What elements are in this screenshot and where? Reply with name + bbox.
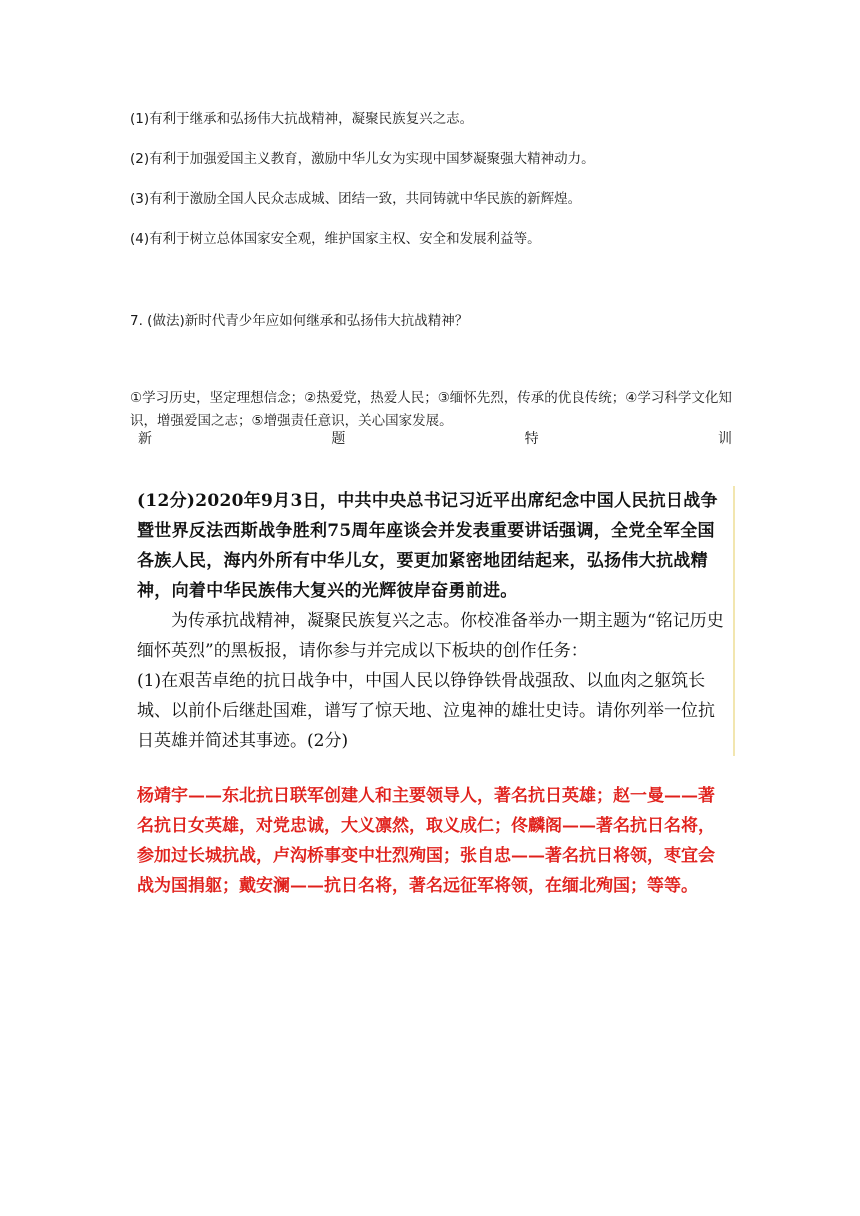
point-3: (3)有利于激励全国人民众志成城、团结一致，共同铸就中华民族的新辉煌。 xyxy=(130,191,582,207)
answer-7: ①学习历史，坚定理想信念；②热爱党，热爱人民；③缅怀先烈，传承的优良传统；④学习科学文化知识，增强爱国之志；⑤增强责任意识，关心国家发展。 xyxy=(130,390,732,429)
banner-char-1: 新 xyxy=(138,431,152,447)
banner-char-4: 训 xyxy=(717,431,732,447)
point-4: (4)有利于树立总体国家安全观，维护国家主权、安全和发展利益等。 xyxy=(130,231,541,247)
banner-char-2: 题 xyxy=(331,431,346,447)
scan-task: 为传承抗战精神，凝聚民族复兴之志。你校准备举办一期主题为“铭记历史 缅怀英烈”的黑板报，请你参与并完成以下板块的创作任务： xyxy=(137,611,724,661)
scan-intro: (12分)2020年9月3日，中共中央总书记习近平出席纪念中国人民抗日战争暨世界反法西斯战争胜利75周年座谈会并发表重要讲话强调，全党全军全国各族人民，海内外所有中华儿女，要更加紧密地团结起来，弘扬伟大抗战精神，向着中华民族伟大复兴的光辉彼岸奋勇前进。 xyxy=(137,491,718,601)
answer-red: 杨靖宇——东北抗日联军创建人和主要领导人，著名抗日英雄；赵一曼——著名抗日女英雄，对党忠诚，大义凛然，取义成仁；佟麟阁——著名抗日名将，参加过长城抗战，卢沟桥事变中壮烈殉国；张自忠——著名抗日将领，枣宜会战为国捐躯；戴安澜——抗日名将，著名远征军将领，在缅北殉国；等等。 xyxy=(137,786,715,896)
point-2: (2)有利于加强爱国主义教育，激励中华儿女为实现中国梦凝聚强大精神动力。 xyxy=(130,151,595,167)
banner-char-3: 特 xyxy=(524,431,539,447)
scan-question-1: (1)在艰苦卓绝的抗日战争中，中国人民以铮铮铁骨战强敌、以血肉之躯筑长城、以前仆后继赴国难，谱写了惊天地、泣鬼神的雄壮史诗。请你列举一位抗日英雄并简述其事迹。(2分) xyxy=(137,671,715,751)
scanned-question xyxy=(137,486,735,756)
section-banner xyxy=(138,428,732,448)
point-1: (1)有利于继承和弘扬伟大抗战精神，凝聚民族复兴之志。 xyxy=(130,111,474,127)
question-7: 7. (做法)新时代青少年应如何继承和弘扬伟大抗战精神？ xyxy=(130,313,469,329)
